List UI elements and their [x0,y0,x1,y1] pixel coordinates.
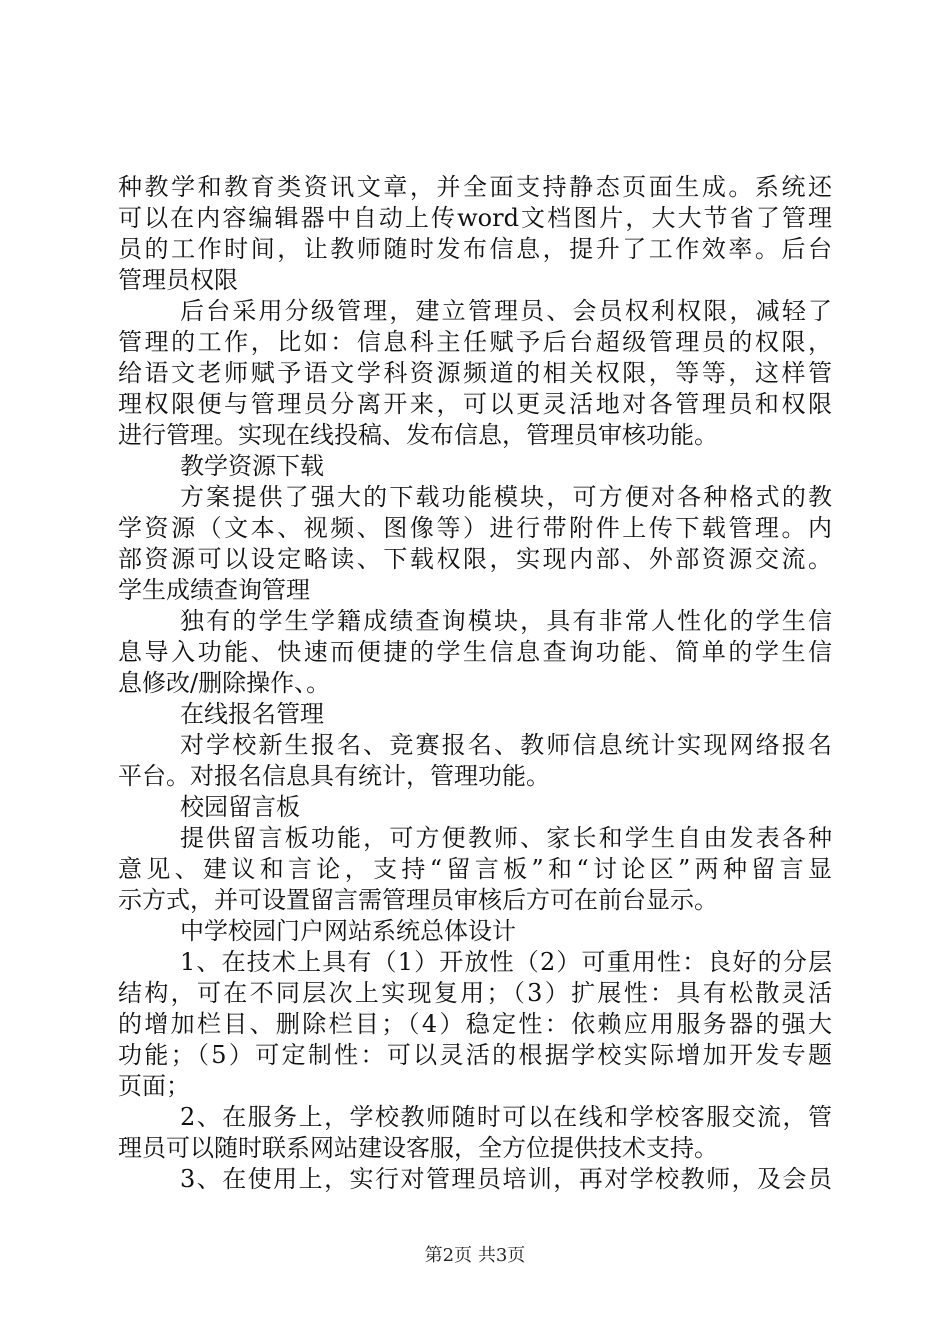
document-body [118,172,832,1195]
text-line: 功能；（5）可定制性：可以灵活的根据学校实际增加开发专题 [118,1041,832,1069]
text-line: 独有的学生学籍成绩查询模块，具有非常人性化的学生信 [180,607,832,635]
text-line: 1、在技术上具有（1）开放性（2）可重用性：良好的分层 [180,948,832,976]
text-line: 息导入功能、快速而便捷的学生信息查询功能、简单的学生信 [118,638,832,666]
text-line: 2、在服务上，学校教师随时可以在线和学校客服交流，管 [180,1103,832,1131]
text-line: 管理员权限 [118,266,238,294]
text-line: 对学校新生报名、竞赛报名、教师信息统计实现网络报名 [180,731,832,759]
text-line: 平台。对报名信息具有统计，管理功能。 [118,762,550,790]
text-line: 3、在使用上，实行对管理员培训，再对学校教师，及会员 [180,1165,832,1193]
text-line: 学资源（文本、视频、图像等）进行带附件上传下载管理。内 [118,514,832,542]
text-line: 校园留言板 [180,793,300,821]
text-line: 后台采用分级管理，建立管理员、会员权利权限，减轻了 [180,297,832,325]
page-footer: 第2页 共3页 [424,1245,526,1266]
text-line: 在线报名管理 [180,700,324,728]
text-line: 提供留言板功能，可方便教师、家长和学生自由发表各种 [180,824,832,852]
text-line: 理员可以随时联系网站建设客服，全方位提供技术支持。 [118,1134,718,1162]
text-line: 员的工作时间，让教师随时发布信息，提升了工作效率。后台 [118,235,832,263]
text-line: 结构，可在不同层次上实现复用；（3）扩展性：具有松散灵活 [118,979,832,1007]
text-line: 教学资源下载 [180,452,324,480]
text-line: 部资源可以设定略读、下载权限，实现内部、外部资源交流。 [118,545,832,573]
text-line: 学生成绩查询管理 [118,576,310,604]
text-line: 页面； [118,1072,190,1100]
text-line: 理权限便与管理员分离开来，可以更灵活地对各管理员和权限 [118,390,832,418]
text-line: 进行管理。实现在线投稿、发布信息，管理员审核功能。 [118,421,718,449]
text-line: 给语文老师赋予语文学科资源频道的相关权限，等等，这样管 [118,359,832,387]
text-line: 可以在内容编辑器中自动上传word文档图片，大大节省了管理 [118,204,832,232]
text-line: 种教学和教育类资讯文章，并全面支持静态页面生成。系统还 [118,173,832,201]
text-line: 意见、建议和言论，支持“留言板”和“讨论区”两种留言显 [118,855,832,883]
text-line: 中学校园门户网站系统总体设计 [180,917,516,945]
text-line: 管理的工作，比如：信息科主任赋予后台超级管理员的权限， [118,328,832,356]
text-line: 息修改/删除操作、。 [118,669,331,697]
text-line: 的增加栏目、删除栏目；（4）稳定性：依赖应用服务器的强大 [118,1010,832,1038]
text-line: 示方式，并可设置留言需管理员审核后方可在前台显示。 [118,886,718,914]
text-line: 方案提供了强大的下载功能模块，可方便对各种格式的教 [180,483,832,511]
